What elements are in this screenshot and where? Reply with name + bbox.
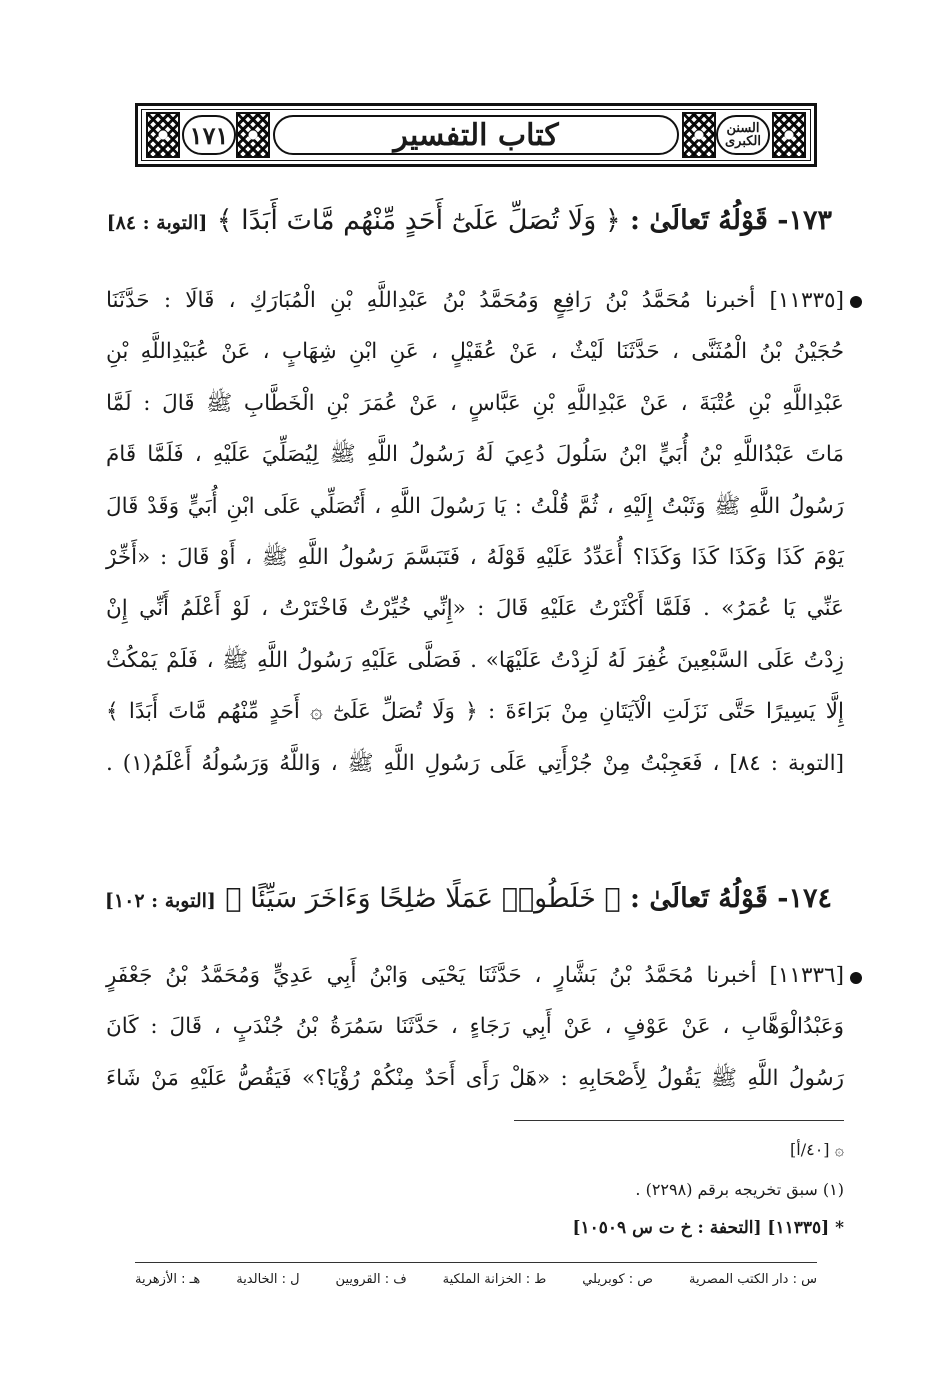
ornament-knot-icon	[146, 112, 180, 158]
text-line: مَاتَ عَبْدُاللَّهِ بْنُ أُبَيٍّ ابْنُ سَلُولَ دُعِيَ لَهُ رَسُولُ اللَّهِ ﷺ لِيُصَلِّيَ عَلَيْهِ ، فَلَمَّا قَامَ	[106, 442, 844, 468]
quran-verse: ﴿ خَلَطُوا۟ عَمَلًا صَٰلِحًا وَءَاخَرَ سَيِّئًا ﴾	[225, 883, 621, 914]
text-line: [التوبة : ٨٤] ، فَعَجِبْتُ مِنْ جُرْأَتِي عَلَى رَسُولِ اللَّهِ ﷺ ، وَاللَّهُ وَرَسُولُهُ أَعْلَمُ(١) .	[106, 750, 845, 776]
siglum: ف : القرويين	[335, 1272, 407, 1287]
text-line: يَوْمَ كَذَا وَكَذَا كَذَا وَكَذَا؟ أُعَدِّدُ عَلَيْهِ قَوْلَهُ ، فَتَبَسَّمَ رَسُولُ اللَّهِ ﷺ ، أَوْ قَالَ : «أَخِّرْ	[106, 545, 844, 571]
hadith-paragraph-11336	[106, 950, 844, 1104]
running-title: كتاب التفسير	[393, 117, 559, 153]
text-line: رَسُولُ اللَّهِ ﷺ وَثَبْتُ إِلَيْهِ ، ثُمَّ قُلْتُ : يَا رَسُولَ اللَّهِ ، أَتُصَلِّي عَلَى ابْنِ أُبَيٍّ وَقَدْ قَالَ	[106, 493, 844, 519]
ornament-knot-icon	[236, 112, 270, 158]
footnote-divider	[514, 1120, 844, 1121]
page-header	[135, 103, 817, 167]
sigla-divider	[135, 1262, 817, 1263]
text-line: [١١٣٣٦] أخبرنا مُحَمَّدُ بْنُ بَشَّارٍ ، حَدَّثَنَا يَحْيَى وَابْنُ أَبِي عَدِيٍّ وَمُحَمَّدُ بْنُ جَعْفَرٍ	[106, 963, 844, 988]
bullet-icon	[850, 296, 862, 308]
text-line: عَنِّي يَا عُمَرُ» . فَلَمَّا أَكْثَرْتُ عَلَيْهِ قَالَ : «إِنِّي خُيِّرْتُ فَاخْتَرْتُ ، لَوْ أَعْلَمُ أَنِّي إِنْ	[106, 596, 844, 622]
page-number-cartouche	[182, 115, 236, 155]
chapter-heading-173	[106, 205, 832, 236]
verse-reference: [التوبة : ١٠٢]	[104, 890, 216, 912]
tuhfa-reference: * [١١٣٣٥] [التحفة : خ ت س ١٠٥٠٩]	[572, 1218, 844, 1238]
ornament-knot-icon	[682, 112, 716, 158]
siglum: ط : الخزانة الملكية	[442, 1272, 547, 1287]
folio-marker: ۞ [٤٠/أ]	[790, 1140, 844, 1159]
text-line: [١١٣٣٥] أخبرنا مُحَمَّدُ بْنُ رَافِعٍ وَمُحَمَّدُ بْنُ عَبْدِاللَّهِ بْنِ الْمُبَارَكِ ، قَالَا : حَدَّثَنَا	[106, 288, 844, 313]
book-emblem	[716, 115, 770, 155]
chapter-heading-174	[104, 883, 832, 914]
chapter-heading-label: ١٧٣- قَوْلُهُ تَعالَىٰ :	[630, 205, 832, 236]
siglum: هـ : الأزهرية	[135, 1272, 201, 1287]
siglum: ص : كوبريلي	[582, 1272, 654, 1287]
text-line: وَعَبْدُالْوَهَّابِ ، عَنْ عَوْفٍ ، عَنْ أَبِي رَجَاءٍ ، حَدَّثَنَا سَمُرَةُ بْنُ جُنْدَبٍ ، قَالَ : كَانَ	[106, 1014, 844, 1040]
hadith-paragraph-11335	[106, 275, 844, 789]
chapter-heading-label: ١٧٤- قَوْلُهُ تَعالَىٰ :	[630, 883, 832, 914]
running-title-cartouche	[273, 115, 679, 155]
footnote-1: (١) سبق تخريجه برقم (٢٢٩٨) .	[635, 1180, 844, 1199]
text-line: عَبْدِاللَّهِ بْنِ عُتْبَةَ ، عَنْ عَبْدِاللَّهِ بْنِ عَبَّاسٍ ، عَنْ عُمَرَ بْنِ الْخَطَّابِ ﷺ قَالَ : لَمَّا	[106, 390, 844, 416]
verse-reference: [التوبة : ٨٤]	[106, 212, 208, 234]
text-line: إِلَّا يَسِيرًا حَتَّى نَزَلَتِ الْآيَتَانِ مِنْ بَرَاءَةَ : ﴿ وَلَا تُصَلِّ عَلَىٰٓ ۞ أَحَدٍ مِّنْهُم مَّاتَ أَبَدًا ﴾	[106, 699, 844, 725]
manuscript-sigla	[135, 1272, 817, 1287]
text-line: رَسُولُ اللَّهِ ﷺ يَقُولُ لِأَصْحَابِهِ : «هَلْ رَأَى أَحَدٌ مِنْكُمْ رُؤْيَا؟» فَيَقُصُّ عَلَيْهِ مَنْ شَاءَ	[106, 1065, 844, 1091]
text-line: حُجَيْنُ بْنُ الْمُثَنَّى ، حَدَّثَنَا لَيْثٌ ، عَنْ عُقَيْلٍ ، عَنِ ابْنِ شِهَابٍ ، عَنْ عُبَيْدِاللَّهِ بْنِ	[106, 339, 844, 365]
page-number: ١٧١	[189, 120, 229, 150]
siglum: ل : الخالدية	[236, 1272, 300, 1287]
siglum: س : دار الكتب المصرية	[688, 1272, 817, 1287]
text-line: زِدْتُ عَلَى السَّبْعِينَ غُفِرَ لَهُ لَزِدْتُ عَلَيْهَا» . فَصَلَّى عَلَيْهِ رَسُولُ اللَّهِ ﷺ ، فَلَمْ يَمْكُثْ	[106, 647, 844, 673]
book-emblem-text: السنن الكبرى	[724, 121, 762, 149]
bullet-icon	[850, 972, 862, 984]
quran-verse: ﴿ وَلَا تُصَلِّ عَلَىٰٓ أَحَدٍ مِّنْهُم مَّاتَ أَبَدًا ﴾	[216, 205, 621, 236]
ornament-knot-icon	[772, 112, 806, 158]
